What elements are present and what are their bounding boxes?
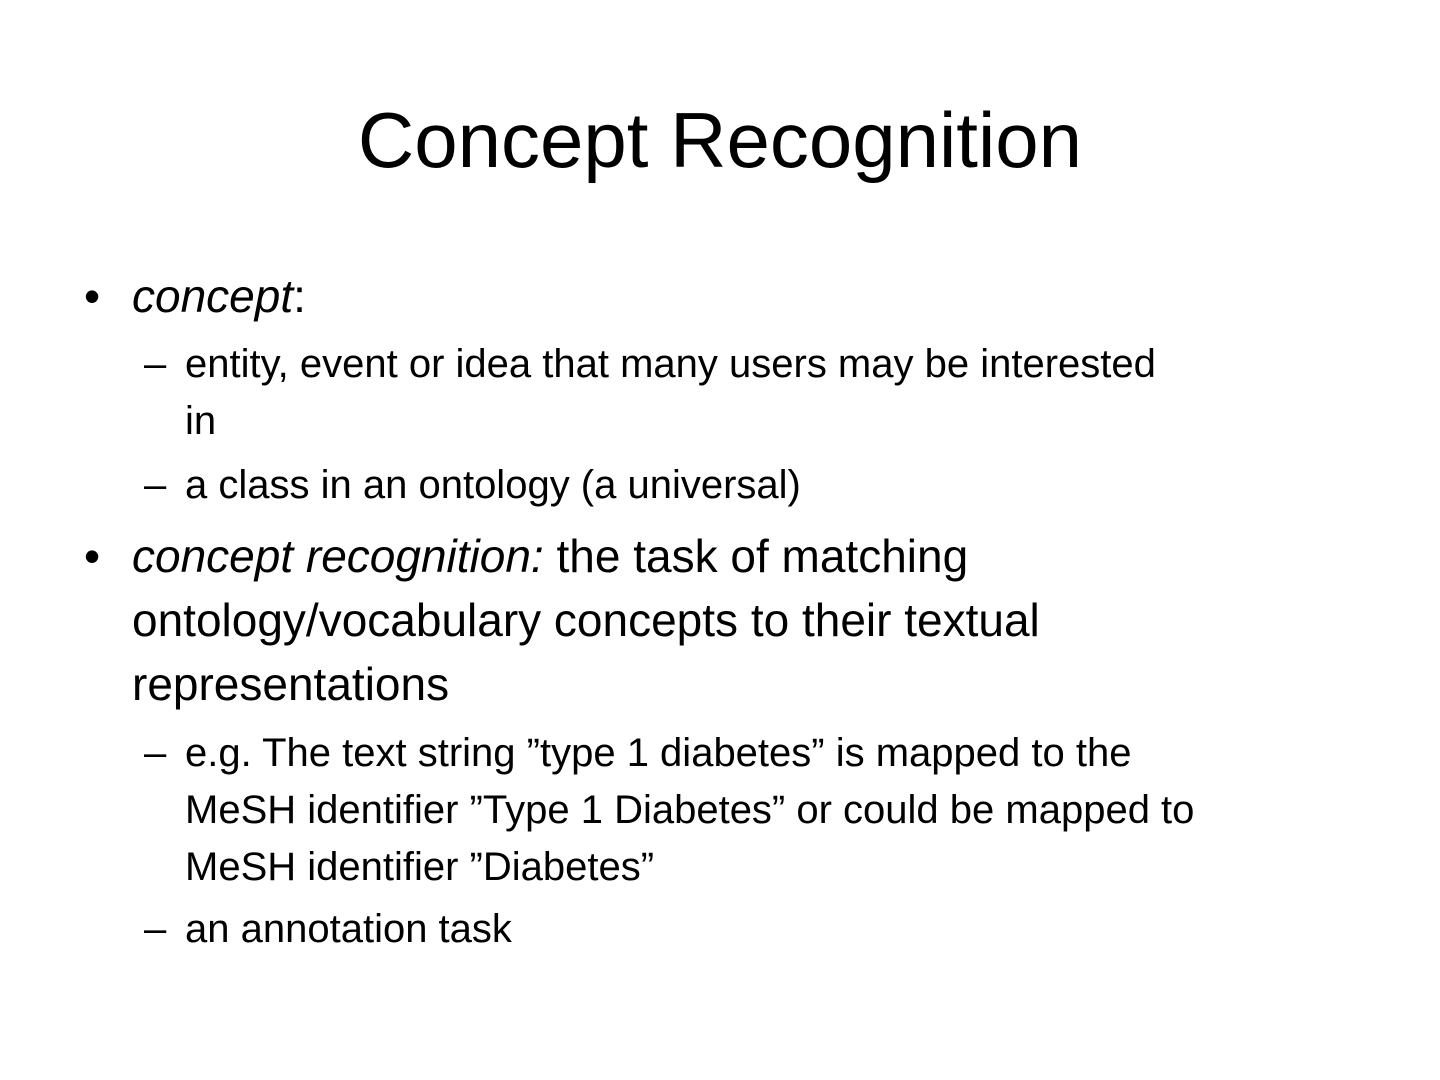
sub-bullet-line: MeSH identifier ”Type 1 Diabetes” or could be mapped to — [185, 788, 1195, 832]
dash-icon: – — [144, 907, 167, 951]
bullet-rest: : — [293, 270, 306, 322]
sub-bullet-text — [185, 901, 1385, 958]
sub-bullet-text — [185, 336, 1385, 450]
dash-icon: – — [144, 731, 167, 775]
bullet-dot-icon: • — [84, 270, 101, 322]
sub-bullet-line: a class in an ontology (a universal) — [185, 463, 801, 507]
sub-bullet-line: entity, event or idea that many users may be interested — [185, 342, 1156, 386]
slide-title: Concept Recognition — [357, 96, 1083, 184]
bullet-dot-icon: • — [84, 530, 101, 582]
bullet-text — [132, 524, 1362, 716]
dash-icon: – — [144, 463, 167, 507]
bullet-term: concept — [132, 270, 294, 322]
sub-bullet-line: an annotation task — [185, 907, 512, 951]
sub-bullet-line: in — [185, 399, 217, 443]
sub-bullet-line: e.g. The text string ”type 1 diabetes” is mapped to the — [185, 731, 1132, 775]
sub-bullet-text — [185, 725, 1385, 896]
sub-bullet-line: MeSH identifier ”Diabetes” — [185, 845, 655, 889]
sub-bullet-text — [185, 457, 1385, 514]
dash-icon: – — [144, 342, 167, 386]
bullet-line — [132, 524, 1362, 588]
bullet-line: representations — [132, 658, 450, 710]
bullet-text — [132, 264, 1362, 328]
bullet-rest: the task of matching — [543, 530, 969, 582]
bullet-line: ontology/vocabulary concepts to their textual — [132, 594, 1040, 646]
bullet-term: concept recognition: — [132, 530, 544, 582]
